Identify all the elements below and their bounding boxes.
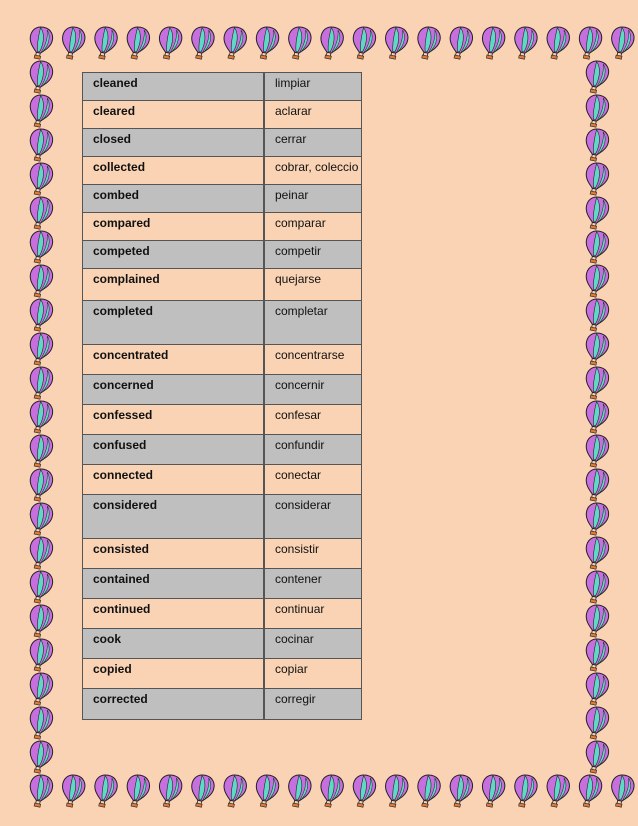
hot-air-balloon-icon — [26, 773, 54, 809]
hot-air-balloon-icon — [26, 127, 54, 163]
hot-air-balloon-icon — [26, 297, 54, 333]
table-row — [83, 689, 361, 719]
hot-air-balloon-icon — [582, 93, 610, 129]
hot-air-balloon-icon — [414, 25, 442, 61]
hot-air-balloon-icon — [26, 467, 54, 503]
spanish-word: concernir — [275, 378, 325, 392]
hot-air-balloon-icon — [582, 331, 610, 367]
hot-air-balloon-icon — [155, 773, 183, 809]
hot-air-balloon-icon — [220, 25, 248, 61]
hot-air-balloon-icon — [26, 569, 54, 605]
spanish-word: corregir — [275, 692, 316, 706]
spanish-word: cocinar — [275, 632, 314, 646]
hot-air-balloon-icon — [582, 59, 610, 95]
spanish-word: concentrarse — [275, 348, 345, 362]
hot-air-balloon-icon — [575, 773, 603, 809]
hot-air-balloon-icon — [608, 773, 636, 809]
english-word: competed — [83, 241, 265, 268]
table-row — [83, 405, 361, 435]
hot-air-balloon-icon — [26, 705, 54, 741]
hot-air-balloon-icon — [575, 25, 603, 61]
hot-air-balloon-icon — [26, 637, 54, 673]
hot-air-balloon-icon — [26, 433, 54, 469]
hot-air-balloon-icon — [26, 603, 54, 639]
english-word: cleared — [83, 101, 265, 128]
hot-air-balloon-icon — [582, 637, 610, 673]
spanish-word: conectar — [275, 468, 322, 482]
hot-air-balloon-icon — [26, 671, 54, 707]
english-word: continued — [83, 599, 265, 628]
hot-air-balloon-icon — [58, 773, 86, 809]
hot-air-balloon-icon — [26, 739, 54, 775]
hot-air-balloon-icon — [252, 773, 280, 809]
spanish-word: contener — [275, 572, 322, 586]
table-row — [83, 375, 361, 405]
hot-air-balloon-icon — [608, 25, 636, 61]
english-word: concentrated — [83, 345, 265, 374]
hot-air-balloon-icon — [26, 93, 54, 129]
table-row — [83, 213, 361, 241]
hot-air-balloon-icon — [582, 705, 610, 741]
hot-air-balloon-icon — [349, 773, 377, 809]
spanish-word: quejarse — [275, 272, 322, 286]
hot-air-balloon-icon — [123, 773, 151, 809]
spanish-word: copiar — [275, 662, 308, 676]
spanish-word: consistir — [275, 542, 320, 556]
english-word: confessed — [83, 405, 265, 434]
hot-air-balloon-icon — [582, 433, 610, 469]
english-word: combed — [83, 185, 265, 212]
hot-air-balloon-icon — [285, 25, 313, 61]
spanish-word: confesar — [275, 408, 322, 422]
hot-air-balloon-icon — [26, 161, 54, 197]
english-word: complained — [83, 269, 265, 300]
table-row — [83, 241, 361, 269]
table-row — [83, 435, 361, 465]
hot-air-balloon-icon — [543, 25, 571, 61]
table-row — [83, 539, 361, 569]
english-word: cook — [83, 629, 265, 658]
english-word: considered — [83, 495, 265, 538]
hot-air-balloon-icon — [26, 535, 54, 571]
table-row — [83, 185, 361, 213]
hot-air-balloon-icon — [582, 569, 610, 605]
hot-air-balloon-icon — [317, 773, 345, 809]
english-word: connected — [83, 465, 265, 494]
english-word: compared — [83, 213, 265, 240]
table-row — [83, 73, 361, 101]
hot-air-balloon-icon — [478, 773, 506, 809]
hot-air-balloon-icon — [26, 195, 54, 231]
english-word: consisted — [83, 539, 265, 568]
hot-air-balloon-icon — [582, 263, 610, 299]
hot-air-balloon-icon — [582, 501, 610, 537]
table-row — [83, 301, 361, 345]
spanish-word: limpiar — [275, 76, 311, 90]
hot-air-balloon-icon — [582, 739, 610, 775]
spanish-word: completar — [275, 304, 328, 318]
hot-air-balloon-icon — [582, 127, 610, 163]
hot-air-balloon-icon — [26, 501, 54, 537]
spanish-word: aclarar — [275, 104, 312, 118]
hot-air-balloon-icon — [123, 25, 151, 61]
hot-air-balloon-icon — [582, 297, 610, 333]
spanish-word: considerar — [275, 498, 332, 512]
hot-air-balloon-icon — [26, 365, 54, 401]
hot-air-balloon-icon — [26, 399, 54, 435]
hot-air-balloon-icon — [26, 25, 54, 61]
hot-air-balloon-icon — [381, 25, 409, 61]
spanish-word: peinar — [275, 188, 309, 202]
spanish-word: competir — [275, 244, 322, 258]
english-word: closed — [83, 129, 265, 156]
table-row — [83, 629, 361, 659]
table-row — [83, 659, 361, 689]
spanish-word: cobrar, coleccio — [275, 160, 359, 174]
english-word: collected — [83, 157, 265, 184]
hot-air-balloon-icon — [582, 229, 610, 265]
hot-air-balloon-icon — [381, 773, 409, 809]
table-row — [83, 269, 361, 301]
table-row — [83, 101, 361, 129]
hot-air-balloon-icon — [188, 773, 216, 809]
spanish-word: continuar — [275, 602, 325, 616]
hot-air-balloon-icon — [582, 365, 610, 401]
hot-air-balloon-icon — [252, 25, 280, 61]
hot-air-balloon-icon — [582, 399, 610, 435]
hot-air-balloon-icon — [91, 773, 119, 809]
hot-air-balloon-icon — [26, 263, 54, 299]
hot-air-balloon-icon — [26, 229, 54, 265]
hot-air-balloon-icon — [511, 25, 539, 61]
table-row — [83, 465, 361, 495]
table-row — [83, 599, 361, 629]
english-word: confused — [83, 435, 265, 464]
hot-air-balloon-icon — [582, 161, 610, 197]
english-word: concerned — [83, 375, 265, 404]
hot-air-balloon-icon — [317, 25, 345, 61]
table-row — [83, 157, 361, 185]
hot-air-balloon-icon — [26, 331, 54, 367]
hot-air-balloon-icon — [188, 25, 216, 61]
table-row — [83, 569, 361, 599]
table-row — [83, 129, 361, 157]
hot-air-balloon-icon — [582, 535, 610, 571]
hot-air-balloon-icon — [349, 25, 377, 61]
hot-air-balloon-icon — [446, 25, 474, 61]
hot-air-balloon-icon — [414, 773, 442, 809]
hot-air-balloon-icon — [58, 25, 86, 61]
hot-air-balloon-icon — [543, 773, 571, 809]
spanish-word: confundir — [275, 438, 325, 452]
hot-air-balloon-icon — [582, 195, 610, 231]
english-word: corrected — [83, 689, 265, 719]
hot-air-balloon-icon — [26, 59, 54, 95]
english-word: completed — [83, 301, 265, 344]
hot-air-balloon-icon — [285, 773, 313, 809]
english-word: copied — [83, 659, 265, 688]
spanish-word: comparar — [275, 216, 326, 230]
hot-air-balloon-icon — [91, 25, 119, 61]
spanish-word: cerrar — [275, 132, 307, 146]
hot-air-balloon-icon — [446, 773, 474, 809]
english-word: cleaned — [83, 73, 265, 100]
hot-air-balloon-icon — [582, 603, 610, 639]
hot-air-balloon-icon — [155, 25, 183, 61]
table-row — [83, 345, 361, 375]
hot-air-balloon-icon — [220, 773, 248, 809]
table-row — [83, 495, 361, 539]
hot-air-balloon-icon — [582, 671, 610, 707]
hot-air-balloon-icon — [511, 773, 539, 809]
english-word: contained — [83, 569, 265, 598]
vocabulary-table — [82, 72, 362, 720]
hot-air-balloon-icon — [478, 25, 506, 61]
hot-air-balloon-icon — [582, 467, 610, 503]
